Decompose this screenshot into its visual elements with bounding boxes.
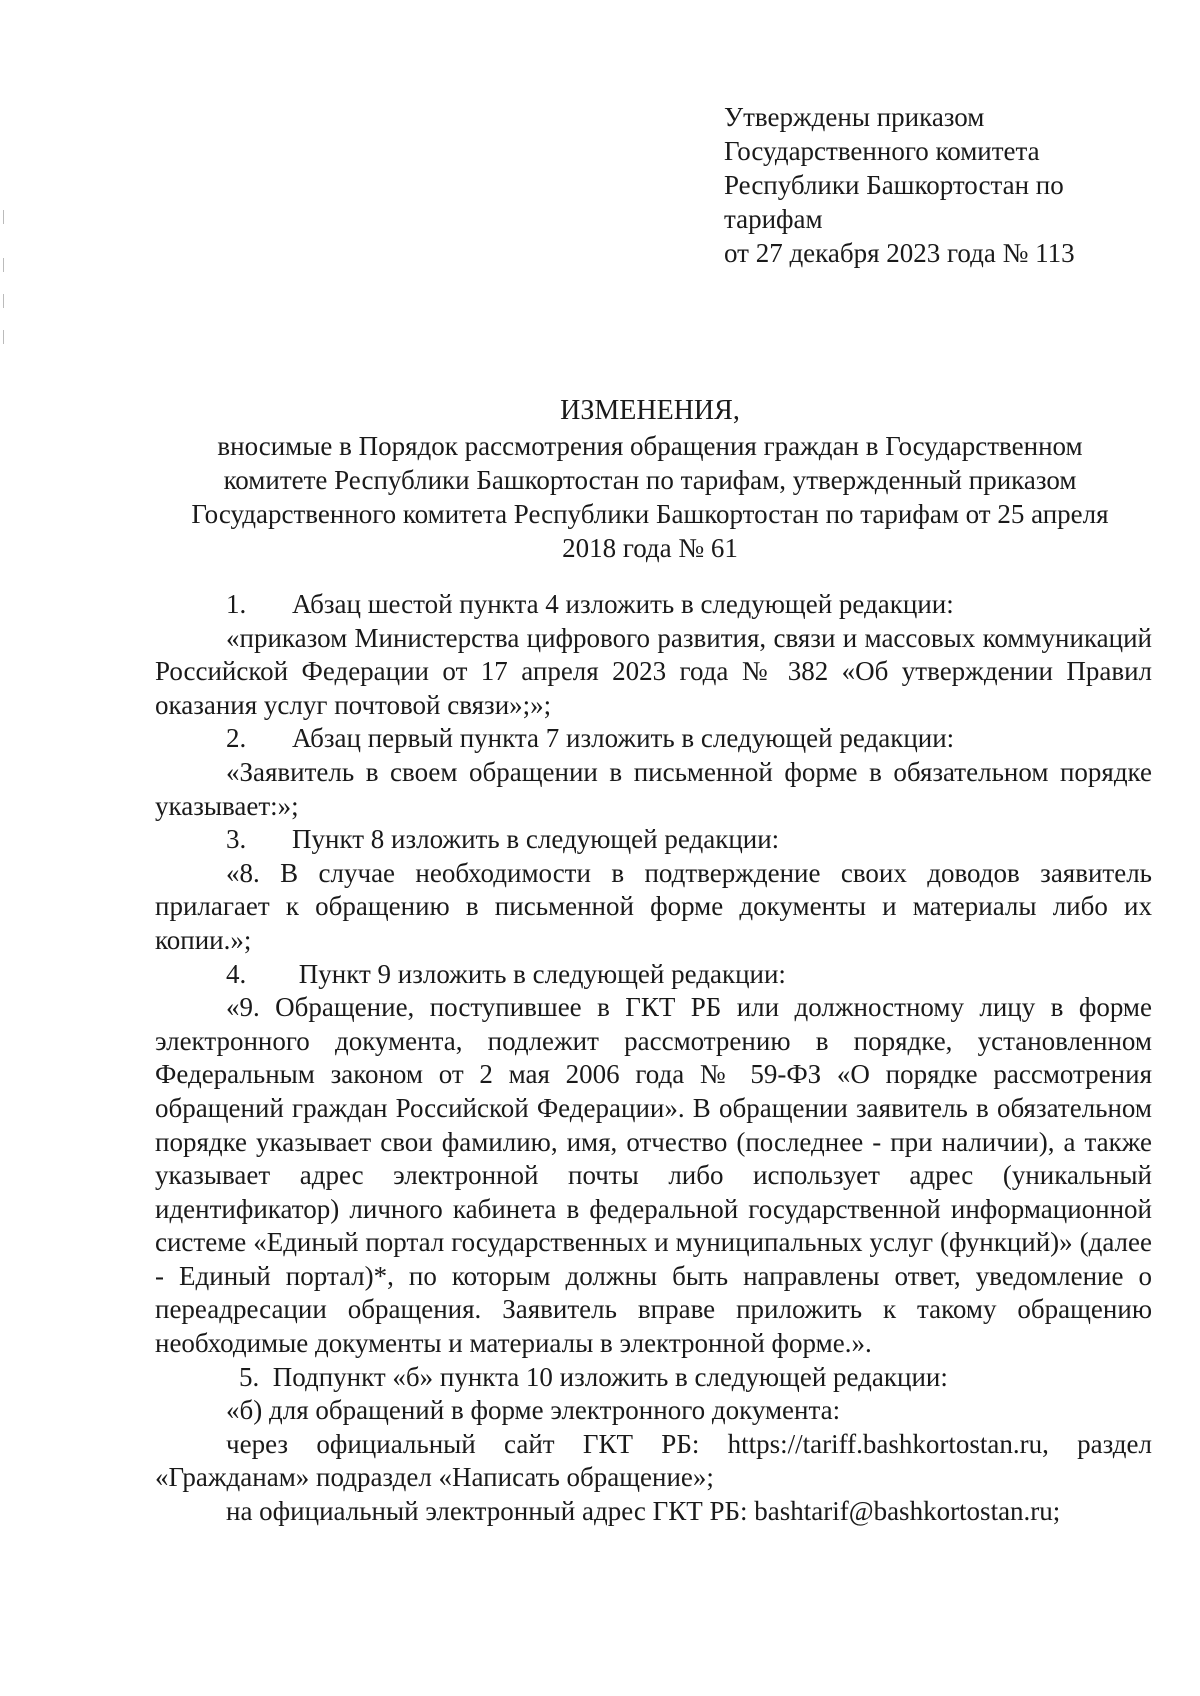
item-paragraph: «приказом Министерства цифрового развития, связи и массовых коммуникаций Российской Федерации от 17 апреля 2023 года № 382 «Об утверждении Правил оказания услуг почтовой связи»;»; [155,622,1152,720]
title-line: вносимые в Порядок рассмотрения обращения граждан в Государственном [217,431,1083,461]
item-paragraph: «б) для обращений в форме электронного документа: [226,1395,841,1426]
item-number: 1. [226,589,247,619]
item-heading-text: Пункт 9 изложить в следующей редакции: [292,958,786,989]
document-body [155,588,1152,1529]
item-heading-text: Пункт 8 изложить в следующей редакции: [292,824,780,855]
item-number: 3. [226,824,247,855]
item-heading-text: Абзац первый пункта 7 изложить в следующей редакции: [292,723,955,754]
title-line: комитете Республики Башкортостан по тарифам, утвержденный приказом [223,465,1077,495]
item-heading [155,823,1152,857]
approval-line: тарифам [724,204,823,234]
document-title-block [150,394,1150,565]
item-number: 5. [239,1361,260,1392]
title-line: 2018 года № 61 [562,533,738,563]
item-heading [155,1361,1152,1395]
scan-margin-marks [3,210,5,360]
approval-line: Государственного комитета [724,136,1040,166]
item-paragraph: «8. В случае необходимости в подтверждение своих доводов заявитель прилагает к обращению в письменной форме документы и материалы либо их копии.»; [155,857,1152,955]
approval-line: Республики Башкортостан по [724,170,1064,200]
item-paragraph: через официальный сайт ГКТ РБ: https://tariff.bashkortostan.ru, раздел «Гражданам» подраздел «Написать обращение»; [155,1428,1152,1493]
item-heading-text: Подпункт «б» пункта 10 изложить в следующей редакции: [272,1361,948,1392]
item-heading [155,588,1152,622]
title-line: Государственного комитета Республики Башкортостан по тарифам от 25 апреля [191,499,1109,529]
document-title: ИЗМЕНЕНИЯ, [560,395,740,426]
item-heading [155,722,1152,756]
item-paragraph: на официальный электронный адрес ГКТ РБ: bashtarif@bashkortostan.ru; [226,1496,1061,1527]
approval-line: Утверждены приказом [724,102,985,132]
item-paragraph: «9. Обращение, поступившее в ГКТ РБ или должностному лицу в форме электронного документа, подлежит рассмотрению в порядке, установленном Федеральным законом от 2 мая 2006 года № 59-ФЗ «О порядке рассмотрения обращений граждан Российской Федерации». В обращении заявитель в обязательном порядке указывает свои фамилию, имя, отчество (последнее - при наличии), а также указывает адрес электронной почты либо использует адрес (уникальный идентификатор) личного кабинета в федеральной государственной информационной системе «Единый портал государственных и муниципальных услуг (функций)» (далее - Единый портал)*, по которым должны быть направлены ответ, уведомление о переадресации обращения. Заявитель вправе приложить к такому обращению необходимые документы и материалы в электронной форме.». [155,992,1152,1359]
item-heading-text: Абзац шестой пункта 4 изложить в следующей редакции: [292,589,954,619]
item-number: 2. [226,723,247,754]
item-number: 4. [226,958,247,989]
item-paragraph: «Заявитель в своем обращении в письменной форме в обязательном порядке указывает:»; [155,756,1152,821]
item-heading [155,958,1152,992]
approval-stamp-block [724,100,1164,270]
approval-line: от 27 декабря 2023 года № 113 [724,238,1075,268]
